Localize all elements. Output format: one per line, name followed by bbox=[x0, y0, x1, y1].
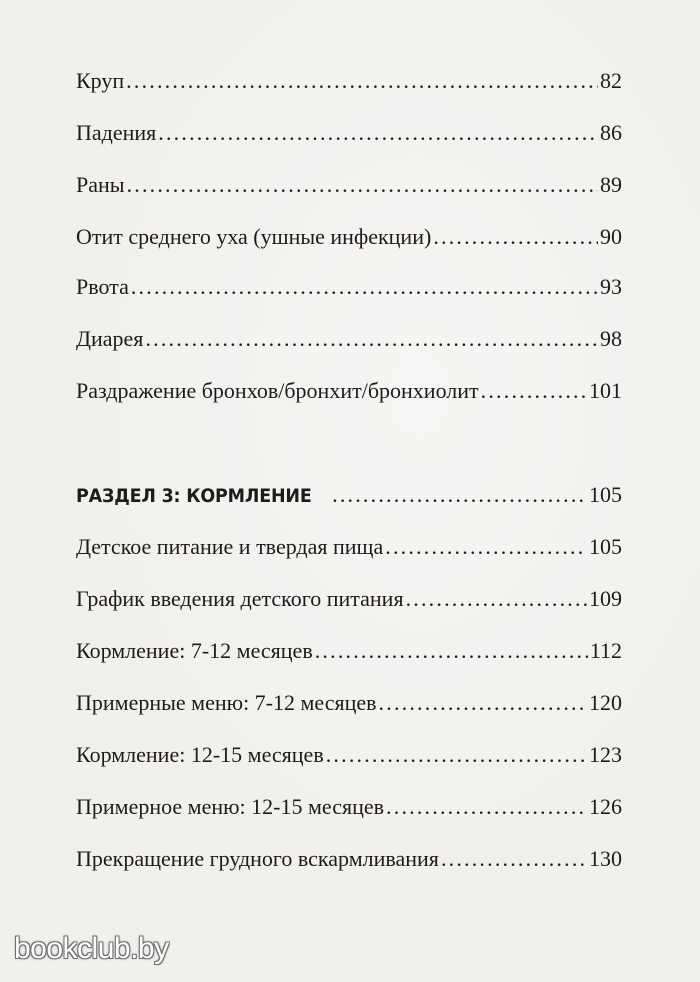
toc-entry-title: Падения bbox=[76, 120, 157, 145]
toc-entry bbox=[76, 842, 622, 876]
toc-entry-page: 90 bbox=[600, 224, 622, 249]
toc-section-heading bbox=[76, 478, 622, 512]
toc-dot-leader bbox=[385, 530, 587, 564]
toc-dot-leader bbox=[406, 582, 587, 616]
toc-entry-page: 86 bbox=[600, 120, 622, 145]
toc-entry-page: 126 bbox=[589, 794, 622, 819]
toc-dot-leader bbox=[126, 64, 598, 98]
toc-entry-page: 93 bbox=[600, 274, 622, 299]
toc-entry-page: 101 bbox=[589, 378, 622, 403]
toc-dot-leader bbox=[127, 168, 598, 202]
toc-entry-title: Отит среднего уха (ушные инфекции) bbox=[76, 224, 432, 249]
toc-entry-title: Раздражение бронхов/бронхит/бронхиолит bbox=[76, 378, 479, 403]
toc-entry bbox=[76, 790, 622, 824]
toc-entry-page: 105 bbox=[589, 534, 622, 559]
toc-section-title: РАЗДЕЛ 3: КОРМЛЕНИЕ bbox=[76, 485, 312, 507]
toc-dot-leader bbox=[131, 270, 598, 304]
toc-entry bbox=[76, 64, 622, 98]
toc-entry-page: 123 bbox=[589, 742, 622, 767]
toc-dot-leader bbox=[158, 116, 598, 150]
toc-entry-page: 89 bbox=[600, 172, 622, 197]
toc-entry bbox=[76, 738, 622, 772]
toc-entry-title: Кормление: 12-15 месяцев bbox=[76, 742, 324, 767]
toc-entry bbox=[76, 270, 622, 304]
toc-entry-page: 82 bbox=[600, 68, 622, 93]
toc-entry-title: Диарея bbox=[76, 326, 144, 351]
toc-entry-page: 98 bbox=[600, 326, 622, 351]
toc-entry bbox=[76, 168, 622, 202]
toc-entry-title: Рвота bbox=[76, 274, 129, 299]
toc-entry-title: Кормление: 7-12 месяцев bbox=[76, 638, 313, 663]
toc-dot-leader bbox=[315, 634, 588, 668]
toc-entry bbox=[76, 116, 622, 150]
toc-entry-title: Круп bbox=[76, 68, 125, 93]
toc-entry bbox=[76, 582, 622, 616]
toc-dot-leader bbox=[433, 220, 598, 254]
toc-entry-title: Детское питание и твердая пища bbox=[76, 534, 384, 559]
toc-entry-page: 105 bbox=[589, 482, 622, 507]
toc-entry bbox=[76, 374, 622, 408]
toc-entry bbox=[76, 686, 622, 720]
toc-entry-page: 130 bbox=[589, 846, 622, 871]
toc-entry-title: Раны bbox=[76, 172, 125, 197]
toc-entry-title: Прекращение грудного вскармливания bbox=[76, 846, 439, 871]
toc-entry bbox=[76, 634, 622, 668]
toc-dot-leader bbox=[441, 842, 587, 876]
toc-dot-leader bbox=[320, 478, 587, 512]
toc-dot-leader bbox=[326, 738, 587, 772]
toc-entry bbox=[76, 530, 622, 564]
watermark: bookclub.by bbox=[14, 932, 169, 965]
toc-dot-leader bbox=[145, 322, 598, 356]
toc-dot-leader bbox=[379, 686, 587, 720]
toc-entry bbox=[76, 322, 622, 356]
toc-entry-title: Примерное меню: 12-15 месяцев bbox=[76, 794, 385, 819]
toc-dot-leader bbox=[386, 790, 587, 824]
toc-entry-title: График введения детского питания bbox=[76, 586, 404, 611]
toc-entry-page: 120 bbox=[589, 690, 622, 715]
toc-dot-leader bbox=[481, 374, 587, 408]
toc-entry-title: Примерные меню: 7-12 месяцев bbox=[76, 690, 377, 715]
toc-entry bbox=[76, 220, 622, 254]
toc-entry-page: 112 bbox=[589, 638, 622, 663]
toc-entry-page: 109 bbox=[589, 586, 622, 611]
